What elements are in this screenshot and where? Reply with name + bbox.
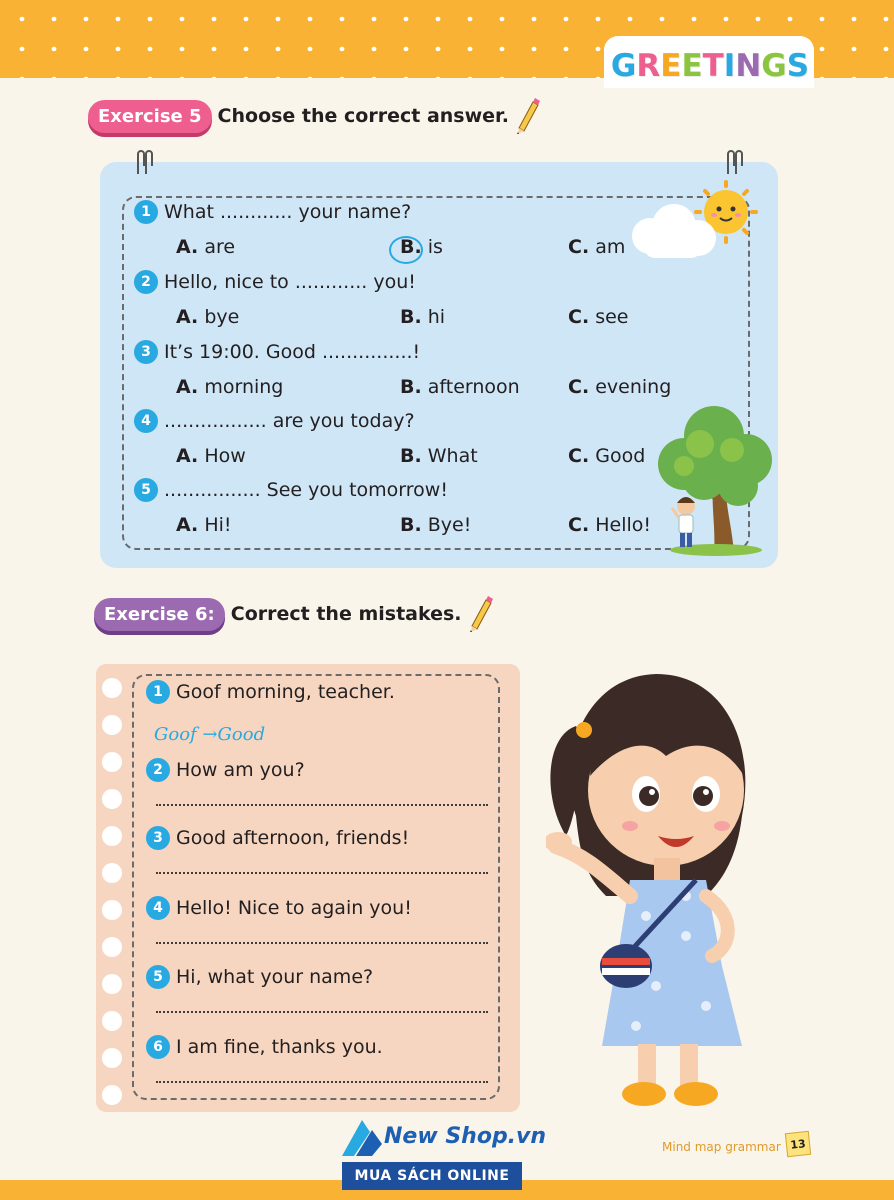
notepad-hole	[102, 937, 122, 957]
exercise-5-label: Exercise 5	[88, 100, 212, 133]
question-row	[134, 200, 411, 224]
answer-option[interactable]	[176, 445, 246, 467]
title-letter: N	[735, 48, 762, 84]
title-letter: E	[681, 48, 703, 84]
notepad-hole	[102, 678, 122, 698]
notepad-hole	[102, 974, 122, 994]
mistake-item	[146, 896, 412, 920]
pencil-icon	[511, 98, 541, 134]
answer-option[interactable]	[176, 306, 239, 328]
shop-name: New Shop.vn	[384, 1124, 547, 1149]
question-number: 2	[134, 270, 158, 294]
answer-option[interactable]	[568, 236, 625, 258]
exercise-6-label: Exercise 6:	[94, 598, 225, 631]
exercise-5-header	[88, 98, 541, 134]
notepad-hole	[102, 715, 122, 735]
answer-line[interactable]	[156, 872, 488, 874]
option-text: is	[427, 236, 443, 258]
answer-line[interactable]	[156, 1011, 488, 1013]
option-text: Good	[595, 445, 646, 467]
question-number: 5	[134, 478, 158, 502]
question-text: ................. are you today?	[164, 410, 415, 432]
option-letter: C.	[568, 376, 590, 398]
binder-ring-icon	[724, 146, 746, 176]
notepad-hole	[102, 900, 122, 920]
option-letter: B.	[400, 514, 422, 536]
title-letter: G	[761, 48, 787, 84]
question-number: 1	[134, 200, 158, 224]
pencil-icon	[464, 596, 494, 632]
item-number: 2	[146, 758, 170, 782]
newshop-logo-icon	[338, 1116, 386, 1160]
girl-illustration	[546, 666, 766, 1114]
shop-tagline: MUA SÁCH ONLINE	[342, 1162, 522, 1190]
item-text: Hello! Nice to again you!	[176, 897, 412, 919]
option-letter: C.	[568, 236, 590, 258]
answer-option[interactable]	[176, 376, 283, 398]
exercise-6-header	[94, 596, 494, 632]
question-text: Hello, nice to ............ you!	[164, 271, 416, 293]
question-row	[134, 409, 415, 433]
answer-line[interactable]	[156, 804, 488, 806]
answer-option[interactable]	[400, 306, 445, 328]
page-number: 13	[785, 1131, 811, 1157]
item-number: 6	[146, 1035, 170, 1059]
exercise-5-instruction: Choose the correct answer.	[217, 105, 509, 127]
question-row	[134, 478, 448, 502]
answer-line[interactable]	[156, 942, 488, 944]
answer-option[interactable]	[176, 514, 232, 536]
title-letter: T	[702, 48, 724, 84]
question-text: ................ See you tomorrow!	[164, 479, 448, 501]
option-letter: C.	[568, 445, 590, 467]
option-letter: A.	[176, 306, 199, 328]
option-text: What	[427, 445, 478, 467]
item-text: I am fine, thanks you.	[176, 1036, 383, 1058]
mistake-item	[146, 680, 395, 704]
question-number: 4	[134, 409, 158, 433]
notepad-hole	[102, 789, 122, 809]
handwritten-answer: Goof →Good	[154, 724, 266, 745]
notepad-hole	[102, 752, 122, 772]
answer-option[interactable]	[568, 306, 629, 328]
answer-option[interactable]	[400, 514, 471, 536]
option-text: evening	[595, 376, 672, 398]
notepad-hole	[102, 863, 122, 883]
page-title	[610, 44, 810, 88]
answer-option[interactable]	[400, 376, 520, 398]
option-letter: A.	[176, 445, 199, 467]
item-text: How am you?	[176, 759, 305, 781]
option-letter: C.	[568, 306, 590, 328]
option-letter: B.	[400, 236, 422, 258]
answer-option[interactable]	[568, 514, 651, 536]
question-text: What ............ your name?	[164, 201, 412, 223]
option-letter: A.	[176, 376, 199, 398]
option-letter: A.	[176, 514, 199, 536]
title-letter: R	[636, 48, 661, 84]
option-letter: C.	[568, 514, 590, 536]
option-text: see	[595, 306, 629, 328]
item-number: 3	[146, 826, 170, 850]
answer-line[interactable]	[156, 1081, 488, 1083]
section-label: Mind map grammar	[662, 1140, 781, 1154]
question-row	[134, 340, 420, 364]
tree-boy-illustration	[644, 404, 774, 556]
option-text: Hello!	[595, 514, 651, 536]
option-text: bye	[204, 306, 240, 328]
option-letter: A.	[176, 236, 199, 258]
item-number: 1	[146, 680, 170, 704]
notepad-hole	[102, 1048, 122, 1068]
item-number: 4	[146, 896, 170, 920]
mistake-item	[146, 758, 305, 782]
binder-ring-icon	[134, 146, 156, 176]
answer-option[interactable]	[568, 376, 671, 398]
option-text: hi	[427, 306, 446, 328]
exercise-6-instruction: Correct the mistakes.	[230, 603, 462, 625]
title-letter: S	[786, 48, 810, 84]
option-text: Bye!	[427, 514, 472, 536]
mistake-item	[146, 826, 409, 850]
option-letter: B.	[400, 376, 422, 398]
item-text: Goof morning, teacher.	[176, 681, 395, 703]
title-letter: E	[660, 48, 682, 84]
answer-circle-mark	[389, 236, 423, 264]
option-text: am	[595, 236, 626, 258]
item-number: 5	[146, 965, 170, 989]
answer-option[interactable]	[400, 445, 478, 467]
option-letter: B.	[400, 306, 422, 328]
answer-option[interactable]	[568, 445, 645, 467]
title-letter: I	[723, 48, 736, 84]
notepad-hole	[102, 1011, 122, 1031]
option-letter: B.	[400, 445, 422, 467]
question-row	[134, 270, 416, 294]
answer-option[interactable]	[176, 236, 235, 258]
notepad-hole	[102, 1085, 122, 1105]
option-text: Hi!	[204, 514, 232, 536]
mistake-item	[146, 965, 373, 989]
question-text: It’s 19:00. Good ...............!	[164, 341, 421, 363]
option-text: afternoon	[427, 376, 520, 398]
sun-cloud-illustration	[628, 178, 758, 270]
option-text: How	[204, 445, 246, 467]
item-text: Good afternoon, friends!	[176, 827, 410, 849]
option-text: are	[204, 236, 236, 258]
title-letter: G	[610, 48, 637, 84]
mistake-item	[146, 1035, 383, 1059]
option-text: morning	[204, 376, 284, 398]
question-number: 3	[134, 340, 158, 364]
notepad-hole	[102, 826, 122, 846]
item-text: Hi, what your name?	[176, 966, 374, 988]
